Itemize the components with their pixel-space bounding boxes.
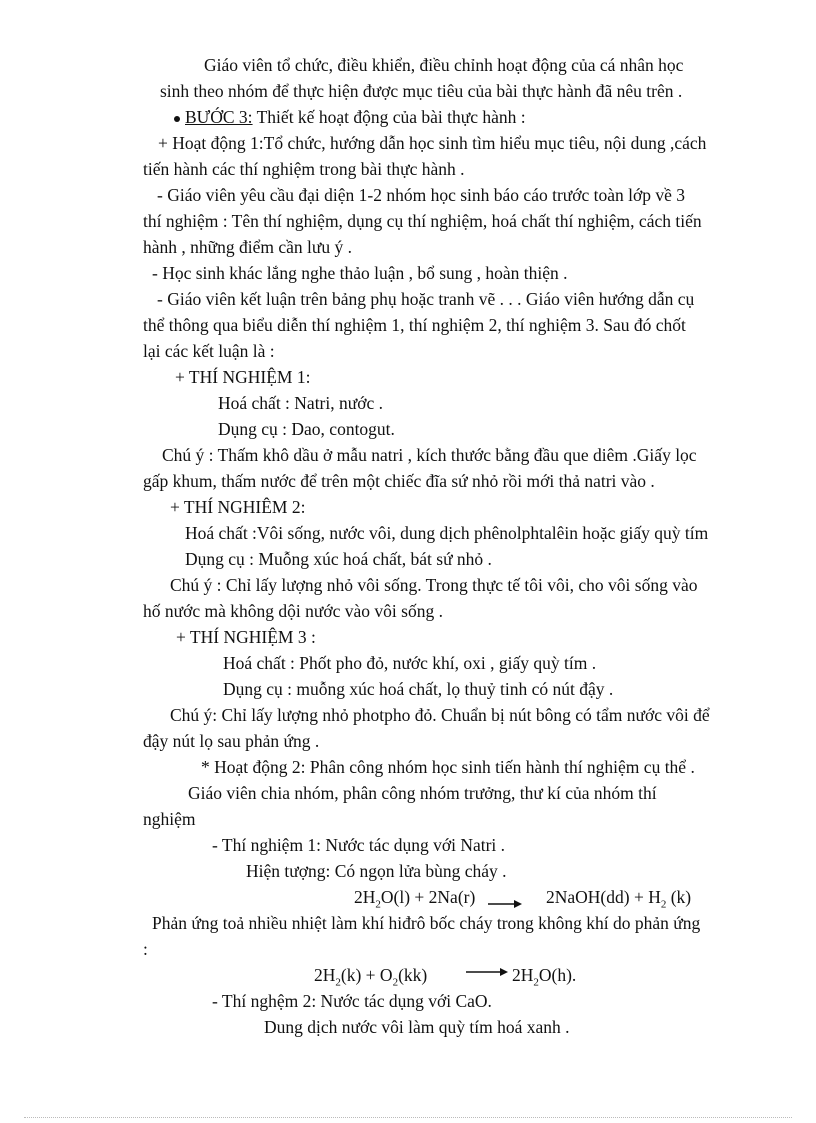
text-line: Chú ý : Thấm khô dầu ở mẫu natri , kích thước bằng đầu que diêm .Giấy lọc [162, 445, 697, 465]
text-line: lại các kết luận là : [143, 341, 275, 361]
text-line: - Giáo viên kết luận trên bảng phụ hoặc tranh vẽ . . . Giáo viên hướng dẫn cụ [157, 289, 695, 309]
equation-2-left: $2H_2(k) + O_2(kk)$ [314, 965, 428, 989]
text-line: Phản ứng toả nhiều nhiệt làm khí hiđrô bốc cháy trong không khí do phản ứng [152, 913, 701, 933]
text-line: gấp khum, thấm nước để trên một chiếc đĩa sứ nhỏ rồi mới thả natri vào . [143, 471, 655, 491]
text-line: thể thông qua biểu diễn thí nghiệm 1, thí nghiệm 2, thí nghiệm 3. Sau đó chốt [143, 315, 686, 335]
text-line: + Hoạt động 1:Tổ chức, hướng dẫn học sinh tìm hiểu mục tiêu, nội dung ,cách [158, 133, 707, 153]
step-label: BƯỚC 3: [185, 107, 253, 127]
text-line: Giáo viên chia nhóm, phân công nhóm trưởng, thư kí của nhóm thí [188, 783, 657, 803]
text-line: thí nghiệm : Tên thí nghiệm, dụng cụ thí nghiệm, hoá chất thí nghiệm, cách tiến [143, 211, 702, 231]
equation-2-right: $2H_2O(h)$. [512, 965, 577, 989]
text-line: : [143, 939, 148, 959]
text-line: đậy nút lọ sau phản ứng . [143, 731, 320, 751]
text-line: Dung dịch nước vôi làm quỳ tím hoá xanh . [264, 1017, 570, 1037]
text-line: nghiệm [143, 809, 196, 829]
text-line: Hoá chất : Phốt pho đỏ, nước khí, oxi , giấy quỳ tím . [223, 653, 597, 673]
text-line: hành , những điểm cần lưu ý . [143, 237, 353, 257]
text-line: Dụng cụ : Muỗng xúc hoá chất, bát sứ nhỏ . [185, 549, 492, 569]
bullet-icon [174, 116, 180, 122]
step-text: Thiết kế hoạt động của bài thực hành : [252, 107, 526, 127]
page-bottom-rule [24, 1117, 792, 1118]
text-line: hố nước mà không dội nước vào vôi sống . [143, 601, 443, 621]
text-line: Hiện tượng: Có ngọn lửa bùng cháy . [246, 861, 507, 881]
text-line: - Học sinh khác lắng nghe thảo luận , bổ sung , hoàn thiện . [152, 263, 568, 283]
text-line: sinh theo nhóm để thực hiện được mục tiêu của bài thực hành đã nêu trên . [160, 81, 683, 101]
activity-heading: * Hoạt động 2: Phân công nhóm học sinh tiến hành thí nghiệm cụ thể . [201, 757, 695, 777]
text-line: tiến hành các thí nghiệm trong bài thực hành . [143, 159, 465, 179]
text-line: Chú ý : Chỉ lấy lượng nhỏ vôi sống. Trong thực tế tôi vôi, cho vôi sống vào [170, 575, 698, 595]
experiment-heading: + THÍ NGHIÊM 2: [170, 497, 306, 517]
text-line: - Thí nghệm 2: Nước tác dụng với CaO. [212, 991, 492, 1011]
experiment-heading: + THÍ NGHIỆM 3 : [176, 627, 316, 647]
text-line: Dụng cụ : Dao, contogut. [218, 419, 395, 439]
text-line: Hoá chất : Natri, nước . [218, 393, 384, 413]
reaction-arrow-icon [466, 966, 508, 978]
text-line: - Giáo viên yêu cầu đại diện 1-2 nhóm học sinh báo cáo trước toàn lớp về 3 [157, 185, 686, 205]
equation-1-left: $2H_2O(l) + 2Na(r)$ [354, 887, 476, 911]
reaction-arrow-icon [488, 896, 522, 908]
text-line: - Thí nghiệm 1: Nước tác dụng với Natri . [212, 835, 506, 855]
experiment-heading: + THÍ NGHIỆM 1: [175, 367, 311, 387]
equation-1-right: 2NaOH(dd) + $H_2$ (k) [546, 887, 692, 911]
text-line: Dụng cụ : muỗng xúc hoá chất, lọ thuỷ tinh có nút đậy . [223, 679, 614, 699]
text-line: Chú ý: Chỉ lấy lượng nhỏ photpho đỏ. Chuẩn bị nút bông có tẩm nước vôi để [170, 705, 710, 725]
text-line: Hoá chất :Vôi sống, nước vôi, dung dịch phênolphtalêin hoặc giấy quỳ tím [185, 523, 709, 543]
step-heading [174, 106, 526, 128]
text-line: Giáo viên tổ chức, điều khiển, điều chỉnh hoạt động của cá nhân học [204, 55, 684, 75]
